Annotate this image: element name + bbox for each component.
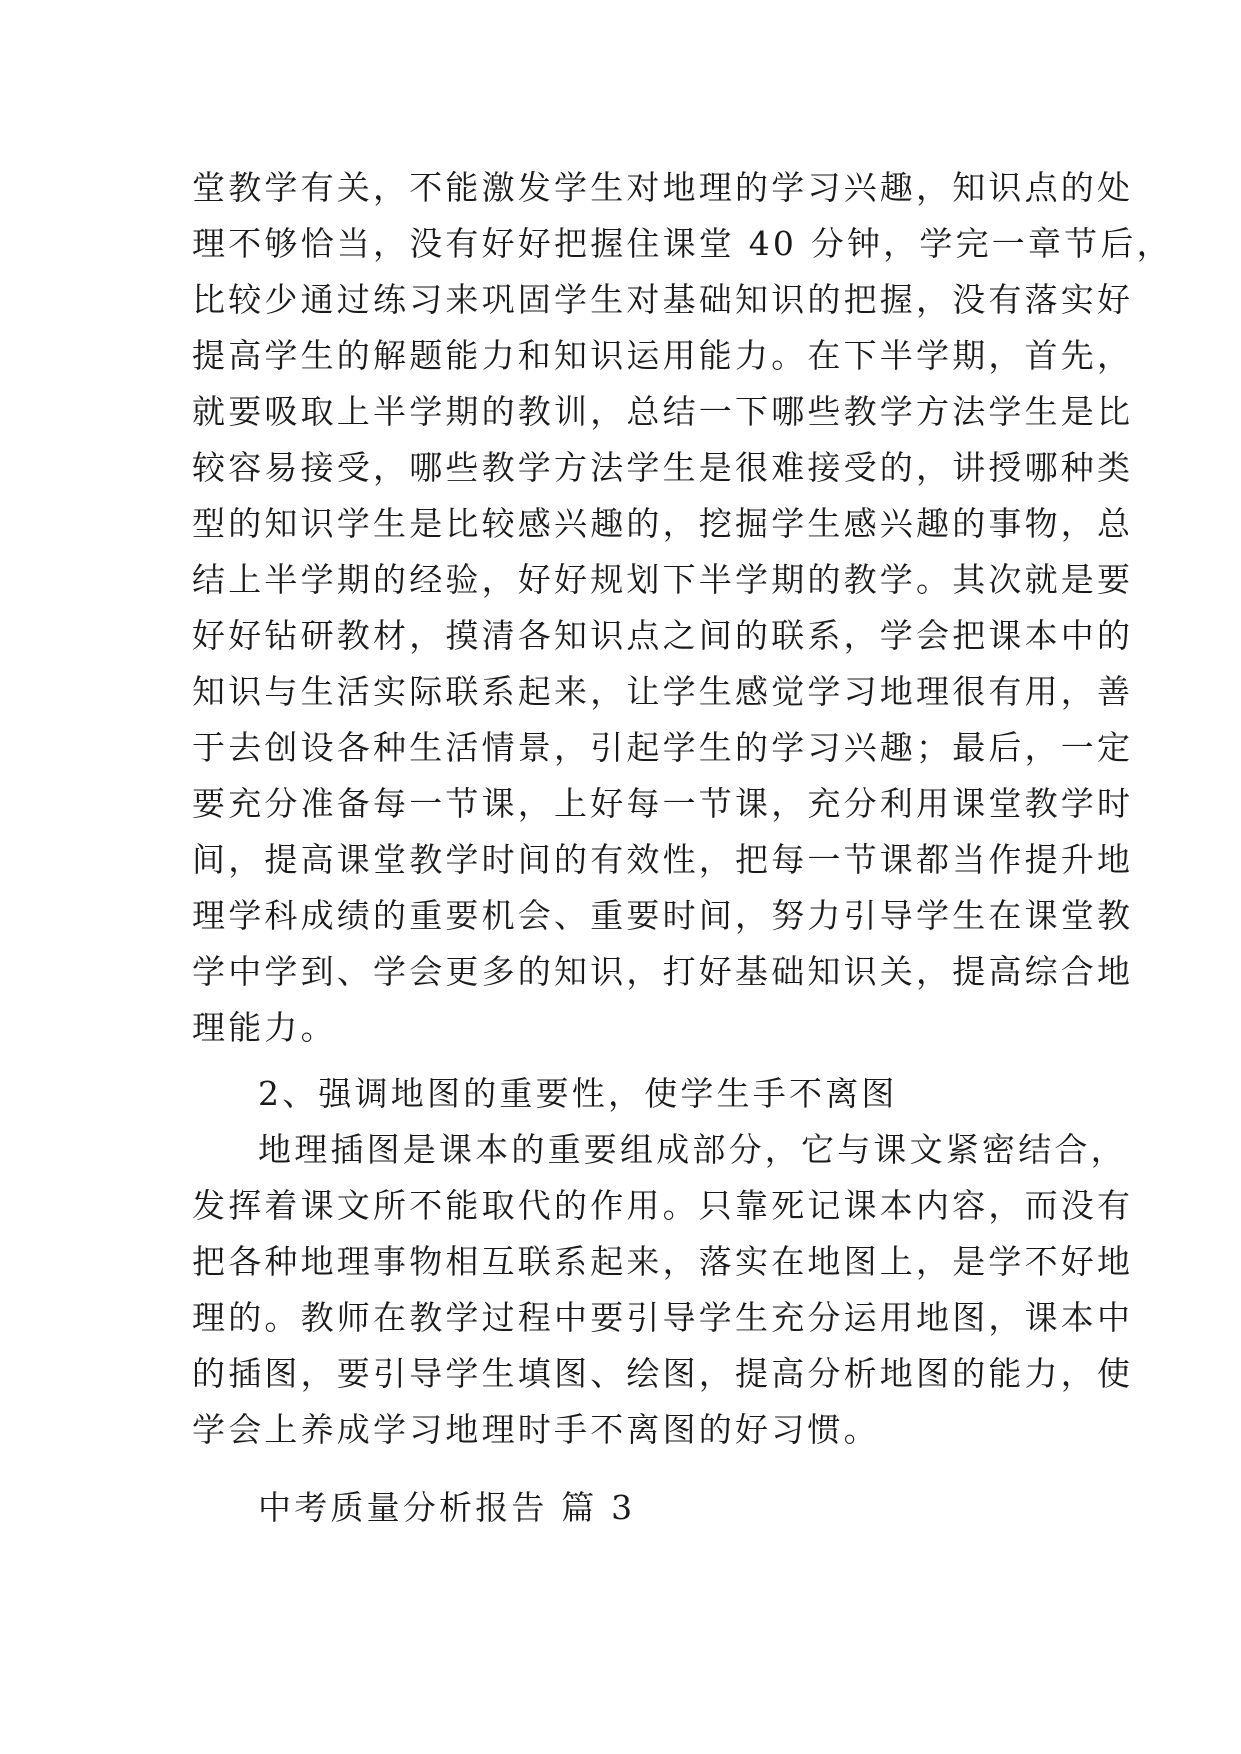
paragraph-line: 把各种地理事物相互联系起来，落实在地图上，是学不好地: [192, 1242, 1134, 1281]
paragraph-line: 型的知识学生是比较感兴趣的，挖掘学生感兴趣的事物，总: [192, 504, 1134, 543]
paragraph-line: 知识与生活实际联系起来，让学生感觉学习地理很有用，善: [192, 672, 1134, 711]
paragraph-line: 学会上养成学习地理时手不离图的好习惯。: [192, 1410, 880, 1449]
paragraph-line: 理学科成绩的重要机会、重要时间，努力引导学生在课堂教: [192, 896, 1134, 935]
paragraph-line: 的插图，要引导学生填图、绘图，提高分析地图的能力，使: [192, 1354, 1134, 1393]
paragraph-line: 好好钻研教材，摸清各知识点之间的联系，学会把课本中的: [192, 616, 1134, 655]
paragraph-line: 间，提高课堂教学时间的有效性，把每一节课都当作提升地: [192, 840, 1134, 879]
paragraph-line: 比较少通过练习来巩固学生对基础知识的把握，没有落实好: [192, 280, 1134, 319]
paragraph-line: 理不够恰当，没有好好把握住课堂 40 分钟，学完一章节后，: [192, 224, 1173, 263]
paragraph-line: 结上半学期的经验，好好规划下半学期的教学。其次就是要: [192, 560, 1134, 599]
paragraph-line: 堂教学有关，不能激发学生对地理的学习兴趣，知识点的处: [192, 168, 1134, 207]
paragraph-line: 提高学生的解题能力和知识运用能力。在下半学期，首先，: [192, 336, 1134, 375]
paragraph-line: 理能力。: [192, 1008, 337, 1047]
report-title: 中考质量分析报告 篇 3: [258, 1488, 636, 1527]
section-heading: 2、强调地图的重要性，使学生手不离图: [258, 1074, 898, 1113]
paragraph-line: 于去创设各种生活情景，引起学生的学习兴趣；最后，一定: [192, 728, 1134, 767]
paragraph-line: 较容易接受，哪些教学方法学生是很难接受的，讲授哪种类: [192, 448, 1134, 487]
paragraph-line: 要充分准备每一节课，上好每一节课，充分利用课堂教学时: [192, 784, 1134, 823]
paragraph-line: 理的。教师在教学过程中要引导学生充分运用地图，课本中: [192, 1298, 1134, 1337]
paragraph-line: 学中学到、学会更多的知识，打好基础知识关，提高综合地: [192, 952, 1134, 991]
paragraph-line: 就要吸取上半学期的教训，总结一下哪些教学方法学生是比: [192, 392, 1134, 431]
paragraph-line: 地理插图是课本的重要组成部分，它与课文紧密结合，: [258, 1130, 1127, 1169]
paragraph-line: 发挥着课文所不能取代的作用。只靠死记课本内容，而没有: [192, 1186, 1134, 1225]
body-text: [192, 160, 1173, 1536]
